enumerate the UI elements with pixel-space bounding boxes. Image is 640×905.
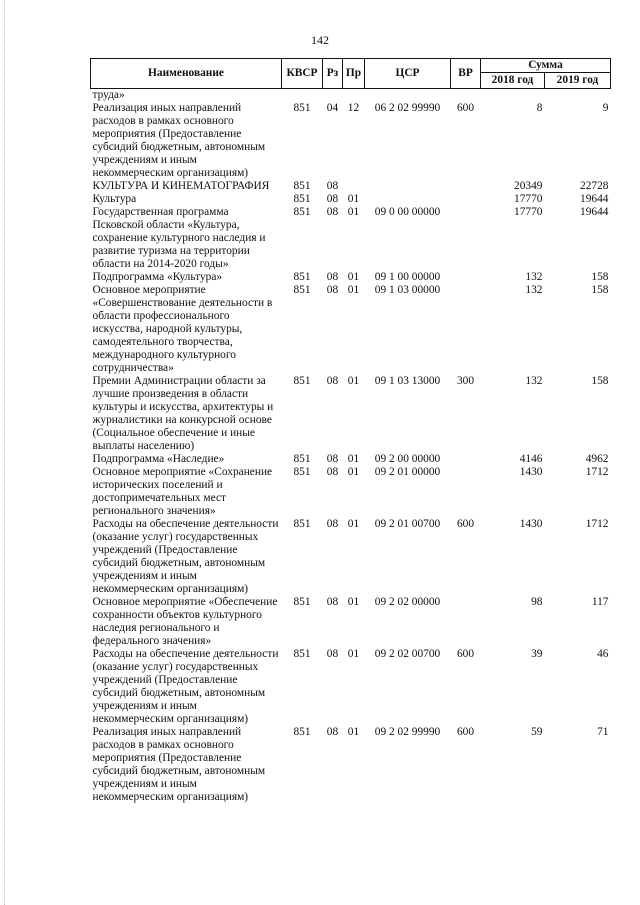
cell-pr: 01 — [347, 726, 360, 738]
cell-name: Основное мероприятие «Совершенствование деятельности в области профессионального искусства, народной культуры, самодеятельного творчества, международного культурного сотрудничества» — [92, 284, 273, 374]
cell-2018: 1430 — [519, 518, 543, 530]
cell-csr: 09 1 03 00000 — [374, 284, 441, 296]
cell-2019: 158 — [591, 284, 609, 296]
cell-2018: 98 — [531, 596, 543, 608]
cell-2019: 1712 — [585, 518, 609, 530]
cell-name: Реализация иных направлений расходов в рамках основного мероприятия (Предоставление субсидий бюджетным, автономным учреждениям и иным некоммерческим организациям) — [92, 102, 266, 179]
table-row — [91, 284, 611, 375]
table-row — [91, 453, 611, 466]
cell-name: Подпрограмма «Культура» — [92, 271, 223, 283]
cell-2019 — [545, 89, 611, 103]
cell-pr: 01 — [347, 271, 360, 283]
cell-csr: 09 1 00 00000 — [374, 271, 441, 283]
cell-vr: 300 — [456, 375, 475, 387]
cell-vr — [451, 89, 481, 103]
cell-vr: 600 — [456, 518, 475, 530]
cell-2019: 46 — [597, 648, 609, 660]
cell-pr: 01 — [347, 206, 360, 218]
cell-vr: 600 — [456, 648, 475, 660]
col-header-vr: ВР — [451, 59, 481, 89]
cell-csr: 09 2 01 00700 — [374, 518, 441, 530]
cell-kvsr: 851 — [293, 453, 311, 465]
cell-rz: 08 — [326, 648, 339, 660]
col-header-sum: Сумма — [481, 59, 611, 73]
cell-2018 — [481, 89, 545, 103]
col-header-kvsr: КВСР — [282, 59, 323, 89]
cell-pr: 01 — [347, 193, 360, 205]
page-number: 142 — [311, 33, 329, 47]
cell-vr — [451, 206, 481, 271]
cell-pr: 01 — [347, 453, 360, 465]
col-header-pr: Пр — [343, 59, 365, 89]
cell-csr: 09 2 02 99990 — [374, 726, 441, 738]
cell-2018: 59 — [531, 726, 543, 738]
cell-kvsr: 851 — [293, 596, 311, 608]
col-header-2018: 2018 год — [481, 73, 545, 89]
cell-pr: 01 — [347, 648, 360, 660]
table-header — [91, 59, 611, 89]
cell-pr: 01 — [347, 375, 360, 387]
col-header-2019: 2019 год — [545, 73, 611, 89]
cell-vr: 600 — [456, 102, 475, 114]
cell-vr — [451, 284, 481, 375]
cell-kvsr: 851 — [293, 102, 311, 114]
cell-2019: 4962 — [585, 453, 609, 465]
cell-rz: 08 — [326, 726, 339, 738]
cell-csr: 06 2 02 99990 — [374, 102, 441, 114]
cell-csr: 09 0 00 00000 — [374, 206, 441, 218]
table-row — [91, 206, 611, 271]
cell-csr: 09 2 00 00000 — [374, 453, 441, 465]
cell-name: Основное мероприятие «Сохранение исторических поселений и достопримечательных мест регионального значения» — [92, 466, 273, 517]
cell-2018: 132 — [525, 375, 543, 387]
cell-2018: 132 — [525, 271, 543, 283]
cell-pr: 01 — [347, 518, 360, 530]
cell-csr: 09 2 02 00700 — [374, 648, 441, 660]
col-header-csr: ЦСР — [365, 59, 451, 89]
cell-2019: 158 — [591, 271, 609, 283]
cell-2019: 22728 — [580, 180, 609, 192]
cell-2018: 8 — [536, 102, 543, 114]
scan-edge-line — [4, 0, 5, 905]
cell-2018: 4146 — [519, 453, 543, 465]
cell-2018: 39 — [531, 648, 543, 660]
cell-rz — [323, 89, 343, 103]
cell-2019: 19644 — [580, 193, 609, 205]
cell-rz: 08 — [326, 375, 339, 387]
table-row — [91, 648, 611, 726]
cell-kvsr: 851 — [293, 271, 311, 283]
cell-vr — [451, 453, 481, 466]
cell-kvsr: 851 — [293, 466, 311, 478]
cell-vr — [451, 193, 481, 206]
col-header-rz: Рз — [323, 59, 343, 89]
cell-vr: 600 — [456, 726, 475, 738]
cell-name: Культура — [92, 193, 137, 205]
cell-rz: 08 — [326, 284, 339, 296]
cell-2019: 19644 — [580, 206, 609, 218]
cell-rz: 08 — [326, 518, 339, 530]
cell-2018: 17770 — [514, 193, 543, 205]
cell-rz: 08 — [326, 206, 339, 218]
cell-pr: 01 — [347, 466, 360, 478]
cell-pr: 12 — [347, 102, 360, 114]
cell-name: Реализация иных направлений расходов в рамках основного мероприятия (Предоставление субсидий бюджетным, автономным учреждениям и иным некоммерческим организациям) — [92, 726, 266, 803]
budget-table — [90, 58, 611, 804]
cell-name: труда» — [92, 89, 125, 101]
cell-2018: 20349 — [514, 180, 543, 192]
table-body — [91, 89, 611, 805]
cell-name: Расходы на обеспечение деятельности (оказание услуг) государственных учреждений (Предоставление субсидий бюджетным, автономным учреждениям и иным некоммерческим организациям) — [92, 648, 279, 725]
cell-kvsr: 851 — [293, 193, 311, 205]
cell-2019: 117 — [591, 596, 609, 608]
table-row — [91, 596, 611, 648]
cell-csr — [365, 193, 451, 206]
cell-pr — [343, 89, 365, 103]
table-row — [91, 89, 611, 103]
cell-name: Государственная программа Псковской области «Культура, сохранение культурного наследия и развитие туризма на территории области на 2014-2020 годы» — [92, 206, 266, 270]
cell-kvsr: 851 — [293, 284, 311, 296]
table-row — [91, 518, 611, 596]
cell-2018: 1430 — [519, 466, 543, 478]
table-row — [91, 180, 611, 193]
cell-name: Расходы на обеспечение деятельности (оказание услуг) государственных учреждений (Предоставление субсидий бюджетным, автономным учреждениям и иным некоммерческим организациям) — [92, 518, 279, 595]
cell-name: Основное мероприятие «Обеспечение сохранности объектов культурного наследия регионального и федерального значения» — [92, 596, 278, 647]
cell-rz: 08 — [326, 193, 339, 205]
cell-csr: 09 2 02 00000 — [374, 596, 441, 608]
cell-kvsr: 851 — [293, 518, 311, 530]
cell-vr — [451, 271, 481, 284]
cell-2019: 9 — [602, 102, 609, 114]
cell-kvsr: 851 — [293, 375, 311, 387]
cell-vr — [451, 180, 481, 193]
cell-kvsr: 851 — [293, 180, 311, 192]
cell-name: Премии Администрации области за лучшие произведения в области культуры и искусства, архитектуры и журналистики на конкурсной основе (Социальное обеспечение и иные выплаты населению) — [92, 375, 274, 452]
table-row — [91, 375, 611, 453]
cell-pr — [343, 180, 365, 193]
cell-rz: 08 — [326, 271, 339, 283]
cell-name: Подпрограмма «Наследие» — [92, 453, 225, 465]
cell-pr: 01 — [347, 596, 360, 608]
cell-pr: 01 — [347, 284, 360, 296]
cell-vr — [451, 466, 481, 518]
table-row — [91, 193, 611, 206]
cell-rz: 08 — [326, 180, 339, 192]
cell-kvsr — [282, 89, 323, 103]
cell-kvsr: 851 — [293, 206, 311, 218]
cell-kvsr: 851 — [293, 726, 311, 738]
col-header-name: Наименование — [91, 59, 282, 89]
cell-2018: 132 — [525, 284, 543, 296]
cell-name: КУЛЬТУРА И КИНЕМАТОГРАФИЯ — [92, 180, 270, 192]
cell-rz: 08 — [326, 453, 339, 465]
cell-kvsr: 851 — [293, 648, 311, 660]
cell-csr: 09 1 03 13000 — [374, 375, 441, 387]
table-row — [91, 466, 611, 518]
cell-2019: 71 — [597, 726, 609, 738]
cell-csr — [365, 89, 451, 103]
table-row — [91, 271, 611, 284]
cell-vr — [451, 596, 481, 648]
cell-rz: 08 — [326, 596, 339, 608]
cell-rz: 04 — [326, 102, 339, 114]
cell-2019: 158 — [591, 375, 609, 387]
cell-csr — [365, 180, 451, 193]
cell-rz: 08 — [326, 466, 339, 478]
table-row — [91, 726, 611, 804]
cell-2019: 1712 — [585, 466, 609, 478]
cell-csr: 09 2 01 00000 — [374, 466, 441, 478]
table-row — [91, 102, 611, 180]
cell-2018: 17770 — [514, 206, 543, 218]
